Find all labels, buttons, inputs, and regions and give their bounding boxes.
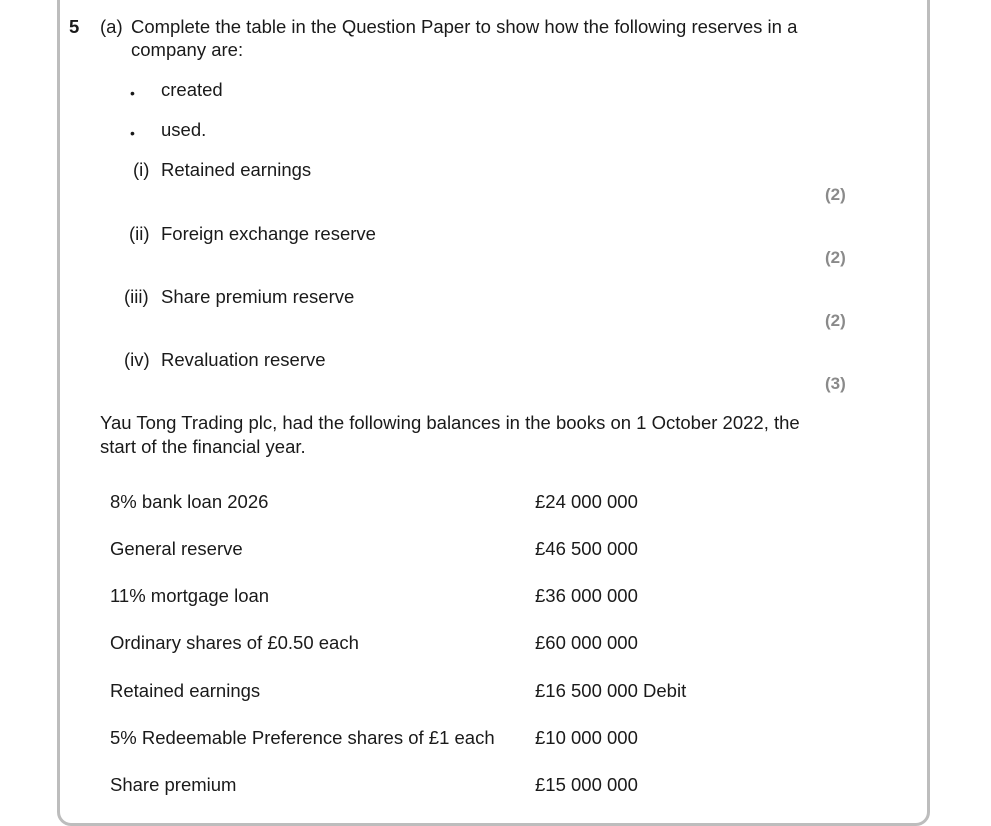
- marks-label: (2): [825, 185, 846, 204]
- bullet-text: created: [161, 79, 223, 100]
- subpart-label: (iv): [124, 349, 150, 370]
- balance-item: General reserve: [110, 538, 243, 559]
- subpart-label: (i): [133, 159, 150, 180]
- stem-line-2: company are:: [131, 39, 244, 60]
- subpart-text: Retained earnings: [161, 159, 312, 180]
- stem-line-1: Complete the table in the Question Paper to show how the following reserves in a: [131, 16, 798, 37]
- marks-label: (2): [825, 248, 846, 267]
- balance-amount: £60 000 000: [535, 632, 638, 653]
- balance-amount: £15 000 000: [535, 774, 638, 795]
- subpart-label: (iii): [124, 286, 149, 307]
- balance-item: Ordinary shares of £0.50 each: [110, 632, 359, 653]
- subpart-text: Share premium reserve: [161, 286, 355, 307]
- bullet-symbol: •: [130, 125, 135, 141]
- bullet-symbol: •: [130, 85, 135, 101]
- balance-amount: £36 000 000: [535, 585, 638, 606]
- part-label: (a): [100, 16, 123, 37]
- subpart-text: Revaluation reserve: [161, 349, 326, 370]
- balance-item: 11% mortgage loan: [110, 585, 270, 606]
- subpart-text: Foreign exchange reserve: [161, 223, 376, 244]
- balance-item: Share premium: [110, 774, 237, 795]
- marks-label: (3): [825, 374, 846, 393]
- marks-label: (2): [825, 311, 846, 330]
- balance-item: 5% Redeemable Preference shares of £1 each: [110, 727, 495, 748]
- scenario-line-2: start of the financial year.: [100, 436, 306, 457]
- balance-amount: £10 000 000: [535, 727, 638, 748]
- balance-item: Retained earnings: [110, 680, 261, 701]
- scenario-line-1: Yau Tong Trading plc, had the following balances in the books on 1 October 2022, the: [100, 412, 800, 433]
- question-number: 5: [69, 16, 80, 37]
- balance-amount: £16 500 000 Debit: [535, 680, 687, 701]
- balance-item: 8% bank loan 2026: [110, 491, 269, 512]
- balance-amount: £24 000 000: [535, 491, 638, 512]
- balance-amount: £46 500 000: [535, 538, 638, 559]
- bullet-text: used.: [161, 119, 207, 140]
- subpart-label: (ii): [129, 223, 150, 244]
